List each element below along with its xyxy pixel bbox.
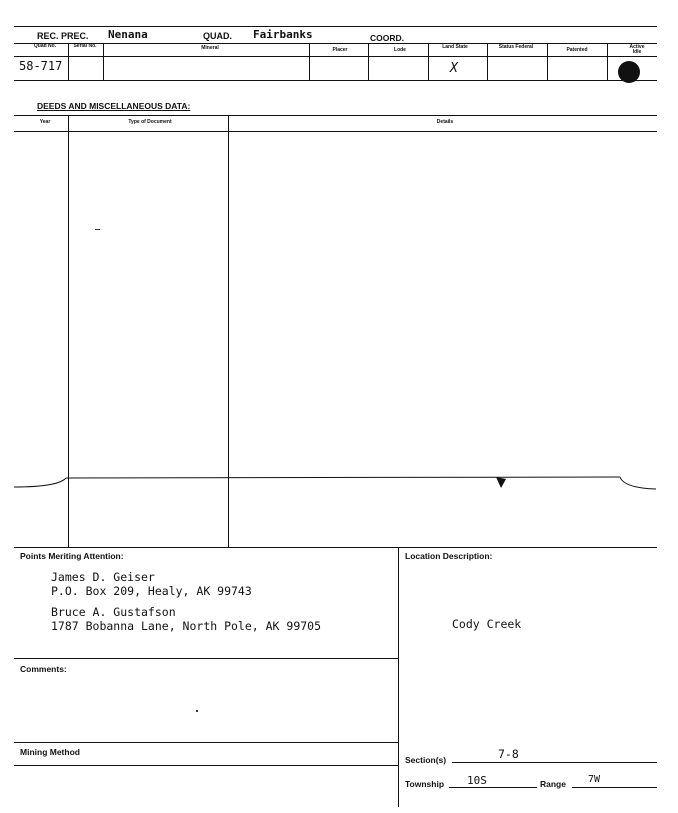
location-label: Location Description: <box>405 551 493 561</box>
comments-top-rule <box>14 658 398 659</box>
township-value: 10S <box>467 774 487 787</box>
comments-label: Comments: <box>20 664 67 674</box>
contact-2-address: 1787 Bobanna Lane, North Pole, AK 99705 <box>51 619 322 633</box>
col-header-active-idle: Active Idle <box>629 44 645 55</box>
col-header-lode: Lode <box>394 47 406 53</box>
col-header-land-state: Land State <box>442 44 468 50</box>
header-top-rule <box>14 26 657 27</box>
contact-1-address: P.O. Box 209, Healy, AK 99743 <box>51 584 252 598</box>
range-value: 7W <box>588 774 601 785</box>
location-value: Cody Creek <box>452 617 522 631</box>
col-sep-1 <box>68 43 69 80</box>
quad-no-value: 58-717 <box>19 59 63 73</box>
contact-1-name: James D. Geiser <box>51 570 155 584</box>
col-sep-7 <box>547 43 548 80</box>
scan-speck <box>196 710 198 712</box>
deeds-heading: DEEDS AND MISCELLANEOUS DATA: <box>37 101 191 111</box>
section-underline <box>452 762 657 763</box>
deeds-col-year: Year <box>39 119 51 125</box>
col-sep-4 <box>368 43 369 80</box>
col-header-patented: Patented <box>566 47 588 53</box>
bottom-vertical-divider <box>398 547 399 807</box>
col-sep-3 <box>309 43 310 80</box>
points-label: Points Meriting Attention: <box>20 551 124 561</box>
col-header-mineral: Mineral <box>201 45 219 51</box>
col-sep-8 <box>607 43 608 80</box>
claim-table-bottom-rule <box>14 80 657 81</box>
township-underline <box>449 787 537 788</box>
mining-method-label: Mining Method <box>20 747 80 757</box>
col-header-status-federal: Status Federal <box>498 44 534 50</box>
deeds-col-details: Details <box>436 119 454 125</box>
col-sep-5 <box>428 43 429 80</box>
quad-label: QUAD. <box>203 31 232 41</box>
section-value: 7-8 <box>498 747 519 761</box>
deeds-top-rule <box>14 115 657 116</box>
col-header-placer: Placer <box>332 47 348 53</box>
col-sep-2 <box>103 43 104 80</box>
claim-table-top-rule <box>14 43 657 44</box>
range-underline <box>572 787 657 788</box>
col-sep-6 <box>487 43 488 80</box>
col-header-quad-no: Quad No. <box>33 43 57 49</box>
page-fold-artifact <box>0 470 678 500</box>
col-header-serial-no: Serial No. <box>73 43 97 49</box>
range-label: Range <box>540 779 566 789</box>
claim-table-header-rule <box>14 56 657 57</box>
coord-label: COORD. <box>370 33 404 43</box>
deeds-header-rule <box>14 131 657 132</box>
scan-speck <box>95 229 100 230</box>
land-state-check-mark: X <box>450 61 458 76</box>
quad-value: Fairbanks <box>253 28 313 41</box>
deeds-col-type-of-document: Type of Document <box>128 119 172 125</box>
rec-prec-label: REC. PREC. <box>37 31 89 41</box>
active-status-dot-icon <box>618 61 640 83</box>
mining-method-top-rule <box>14 742 398 743</box>
rec-prec-value: Nenana <box>108 28 148 41</box>
mining-method-bottom-rule <box>14 765 398 766</box>
contact-2-name: Bruce A. Gustafson <box>51 605 176 619</box>
bottom-section-top-rule <box>14 547 657 548</box>
township-label: Township <box>405 779 445 789</box>
section-label: Section(s) <box>405 755 447 765</box>
